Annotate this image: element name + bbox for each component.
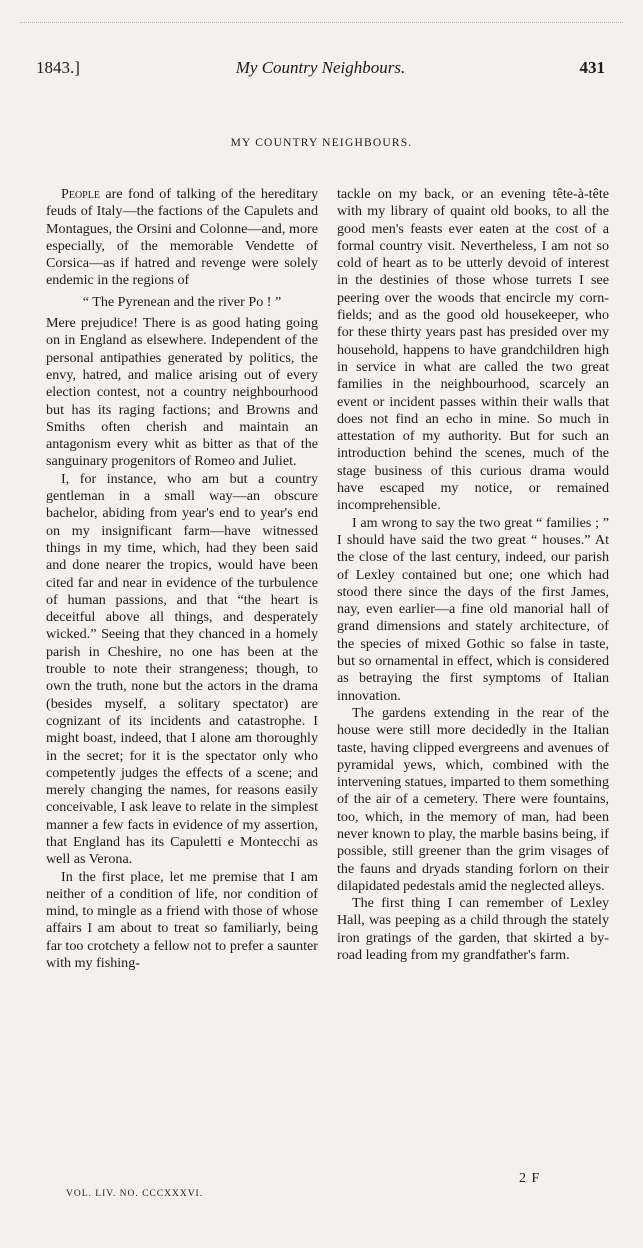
paragraph-text: are fond of talking of the hereditary feuds of Italy—the factions of the Capulets and Montagues, the Orsini and Colonne—and, more especially, of the memorable Vendette of Corsica—as if hatred and revenge were solely endemic in the regions of	[46, 186, 318, 289]
paragraph: tackle on my back, or an evening tête-à-tête with my library of quaint old books, to all the good men's feasts ever eaten at the cost of a formal country visit. Nevertheless, I am not so cold of heart as to be utterly devoid of interest in the destinies of those whose turrets I see peering over the woods that encircle my corn-fields; and as the good old housekeeper, who for these thirty years past has presided over my household, happens to have grandchildren high in service in what are called the two great families in the neighbourhood, scarcely an event or incident passes within their walls that does not find an echo in mine. So much in attestation of my authority. But for such an introduction behind the scenes, much of the stage business of this curious drama would have escaped my notice, or remained incomprehensible.	[337, 186, 609, 514]
left-column	[46, 186, 318, 972]
paragraph: The gardens extending in the rear of the house were still more decidedly in the Italian taste, having clipped evergreens and avenues of pyramidal yews, which, combined with the intervening statues, imparted to them something of the air of a cemetery. There were fountains, too, which, in the memory of man, had been never known to play, the marble basins being, if possible, still greener than the grim visages of the fauns and dryads standing forlorn on their dilapidated pedestals amid the neglected alleys.	[337, 704, 609, 894]
top-rule	[20, 22, 623, 23]
verse-quote: “ The Pyrenean and the river Po ! ”	[82, 293, 282, 310]
paragraph: The first thing I can remember of Lexley Hall, was peeping as a child through the stately iron gratings of the garden, that skirted a by-road leading from my grandfather's farm.	[337, 895, 609, 964]
volume-signature: VOL. LIV. NO. CCCXXXVI.	[66, 1189, 204, 1199]
paragraph: I am wrong to say the two great “ families ; ” I should have said the two great “ houses.” At the close of the last century, indeed, our parish of Lexley contained but one; one which had stood there since the days of the first James, nay, even earlier—a fine old manorial hall of grand dimensions and stately architecture, of the species of mixed Gothic so false in taste, but so ornamental in effect, which is considered as betraying the first symptoms of Italian innovation.	[337, 514, 609, 704]
paragraph: Mere prejudice! There is as good hating going on in England as elsewhere. Independent of the personal antipathies generated by politics, the envy, hatred, and malice arising out of every election contest, not a country neighbourhood but has its raging factions; and Browns and Smiths often cherish and maintain an antagonism every whit as bitter as that of the sanguinary progenitors of Romeo and Juliet.	[46, 315, 318, 470]
page-number: 431	[579, 58, 605, 77]
header-journal-title: My Country Neighbours.	[235, 58, 406, 77]
gathering-signature: 2 F	[519, 1171, 541, 1186]
article-title: MY COUNTRY NEIGHBOURS.	[230, 137, 413, 149]
paragraph: I, for instance, who am but a country gentleman in a small way—an obscure bachelor, abiding from year's end to year's end on my insignificant farm—have witnessed things in my time, which, had they been said and done nearer the tropics, would have been cited far and near in evidence of the turbulence of human passions, and that “the heart is deceitful above all things, and desperately wicked.” Seeing that they chanced in a homely parish in Cheshire, no one has been at the trouble to note their strangeness; though, to own the truth, none but the actors in the drama (besides myself, a solitary spectator) are cognizant of its incidents and catastrophe. I might boast, indeed, that I alone am thoroughly in the secret; for it is the spectator only who competently judges the effects of a scene; and merely changing the names, for reasons easily conceivable, I ask leave to relate in the simplest manner a few facts in evidence of my assertion, that England has its Capuletti e Montecchi as well as Verona.	[46, 470, 318, 868]
paragraph	[46, 186, 318, 290]
paragraph: In the first place, let me premise that I am neither of a condition of life, nor condition of mind, to mingle as a friend with those of whose affairs I am about to treat so familiarly, being far too crotchety a fellow not to prefer a saunter with my fishing-	[46, 868, 318, 972]
right-column	[337, 186, 609, 964]
lead-word: People	[61, 186, 100, 202]
running-head	[36, 58, 605, 84]
header-year: 1843.]	[36, 58, 80, 77]
